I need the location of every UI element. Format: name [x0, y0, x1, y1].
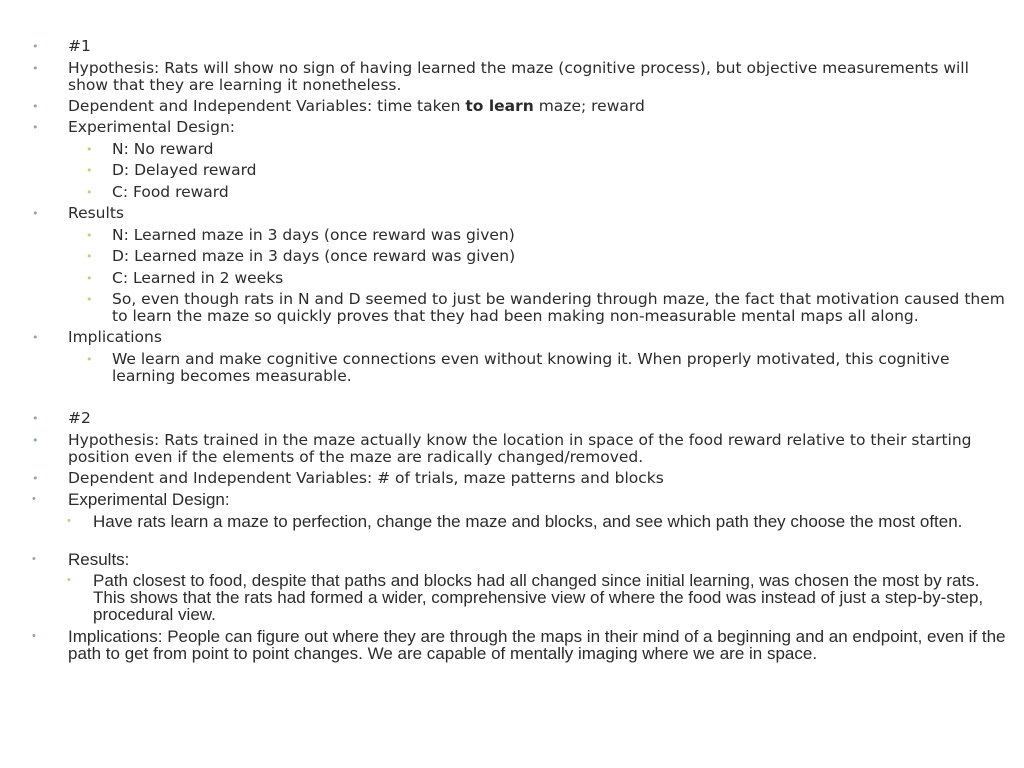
- section1-implications-sub-item: [86, 350, 1010, 385]
- section1-results-label: Results: [68, 204, 124, 222]
- section1-variables-bold: to learn: [465, 97, 534, 115]
- section1-results-conclusion: So, even though rats in N and D seemed to just be wandering through maze, the fact that motivation caused them to learn the maze so quickly proves that they had been making non-measurable mental maps all along.: [112, 290, 1005, 325]
- bullet-icon: •: [32, 553, 36, 565]
- bullet-icon: •: [67, 574, 71, 586]
- section2-results-label: Results:: [68, 550, 130, 569]
- bullet-icon: •: [32, 412, 39, 425]
- section2-hypothesis-item: [32, 431, 1010, 466]
- section1-number: #1: [68, 37, 91, 55]
- section1-implications-text: We learn and make cognitive connections even without knowing it. When properly motivated, this cognitive learning becomes measurable.: [112, 350, 950, 385]
- section2-variables: Dependent and Independent Variables: # of trials, maze patterns and blocks: [68, 469, 664, 487]
- section1-results-item: [32, 204, 1010, 222]
- bullet-icon: •: [67, 515, 71, 527]
- section2-number: #2: [68, 409, 91, 427]
- section1-number-item: [32, 37, 1010, 55]
- section1-design-label: Experimental Design:: [68, 118, 236, 136]
- bullet-icon: •: [32, 331, 39, 344]
- section2-results-sub-item: [67, 571, 1010, 624]
- section2-design-text: Have rats learn a maze to perfection, change the maze and blocks, and see which path they choose the most often.: [93, 512, 963, 531]
- section1-variables-pre: Dependent and Independent Variables: time taken: [68, 97, 466, 115]
- section1-design-n: N: No reward: [112, 140, 214, 158]
- section1-results-sub-item: [86, 226, 1010, 244]
- section1-hypothesis: Hypothesis: Rats will show no sign of having learned the maze (cognitive process), but objective measurements will show that they are learning it nonetheless.: [68, 59, 969, 94]
- section1-results-sub-item: [86, 290, 1010, 325]
- section2-hypothesis: Hypothesis: Rats trained in the maze actually know the location in space of the food reward relative to their starting position even if the elements of the maze are radically changed/removed.: [68, 431, 972, 466]
- section1-design-sub-item: [86, 183, 1010, 201]
- section1-design-item: [32, 118, 1010, 136]
- bullet-icon: •: [86, 186, 93, 199]
- bullet-icon: •: [32, 207, 39, 220]
- bullet-icon: •: [86, 164, 93, 177]
- section2-design-item: [32, 490, 1010, 509]
- section1-hypothesis-item: [32, 59, 1010, 94]
- section1-implications-item: [32, 328, 1010, 346]
- bullet-icon: •: [32, 121, 39, 134]
- bullet-icon: •: [86, 293, 93, 306]
- section2-design-label: Experimental Design:: [68, 490, 230, 509]
- bullet-icon: •: [86, 143, 93, 156]
- section2-implications-item: [32, 627, 1010, 663]
- bullet-icon: •: [32, 630, 36, 642]
- section1-implications-label: Implications: [68, 328, 162, 346]
- bullet-icon: •: [32, 62, 39, 75]
- bullet-icon: •: [32, 100, 39, 113]
- bullet-icon: •: [86, 229, 93, 242]
- section1-design-sub-item: [86, 140, 1010, 158]
- section1-results-sub-item: [86, 269, 1010, 287]
- section2-results-item: [32, 550, 1010, 569]
- section1-results-sub-item: [86, 247, 1010, 265]
- section1-design-d: D: Delayed reward: [112, 161, 257, 179]
- bullet-icon: •: [32, 493, 36, 505]
- section2-implications: Implications: People can figure out where they are through the maps in their mind of a beginning and an endpoint, even if the path to get from point to point changes. We are capable of mentally imaging where we are in space.: [68, 627, 1006, 663]
- section1-design-c: C: Food reward: [112, 183, 229, 201]
- bullet-icon: •: [86, 353, 93, 366]
- bullet-icon: •: [32, 434, 39, 447]
- section1-results-c: C: Learned in 2 weeks: [112, 269, 284, 287]
- bullet-icon: •: [32, 40, 39, 53]
- section2-variables-item: [32, 469, 1010, 487]
- section1-variables-item: [32, 97, 1010, 115]
- section2-results-text: Path closest to food, despite that paths and blocks had all changed since initial learning, was chosen the most by rats. This shows that the rats had formed a wider, comprehensive view of where the food was instead of just a step-by-step, procedural view.: [93, 571, 984, 624]
- section1-design-sub-item: [86, 161, 1010, 179]
- section2-number-item: [32, 409, 1010, 427]
- section1-results-n: N: Learned maze in 3 days (once reward was given): [112, 226, 515, 244]
- bullet-icon: •: [86, 272, 93, 285]
- bullet-icon: •: [86, 250, 93, 263]
- bullet-icon: •: [32, 472, 39, 485]
- section1-variables-post: maze; reward: [533, 97, 645, 115]
- section2-design-sub-item: [67, 512, 1010, 531]
- section1-results-d: D: Learned maze in 3 days (once reward was given): [112, 247, 516, 265]
